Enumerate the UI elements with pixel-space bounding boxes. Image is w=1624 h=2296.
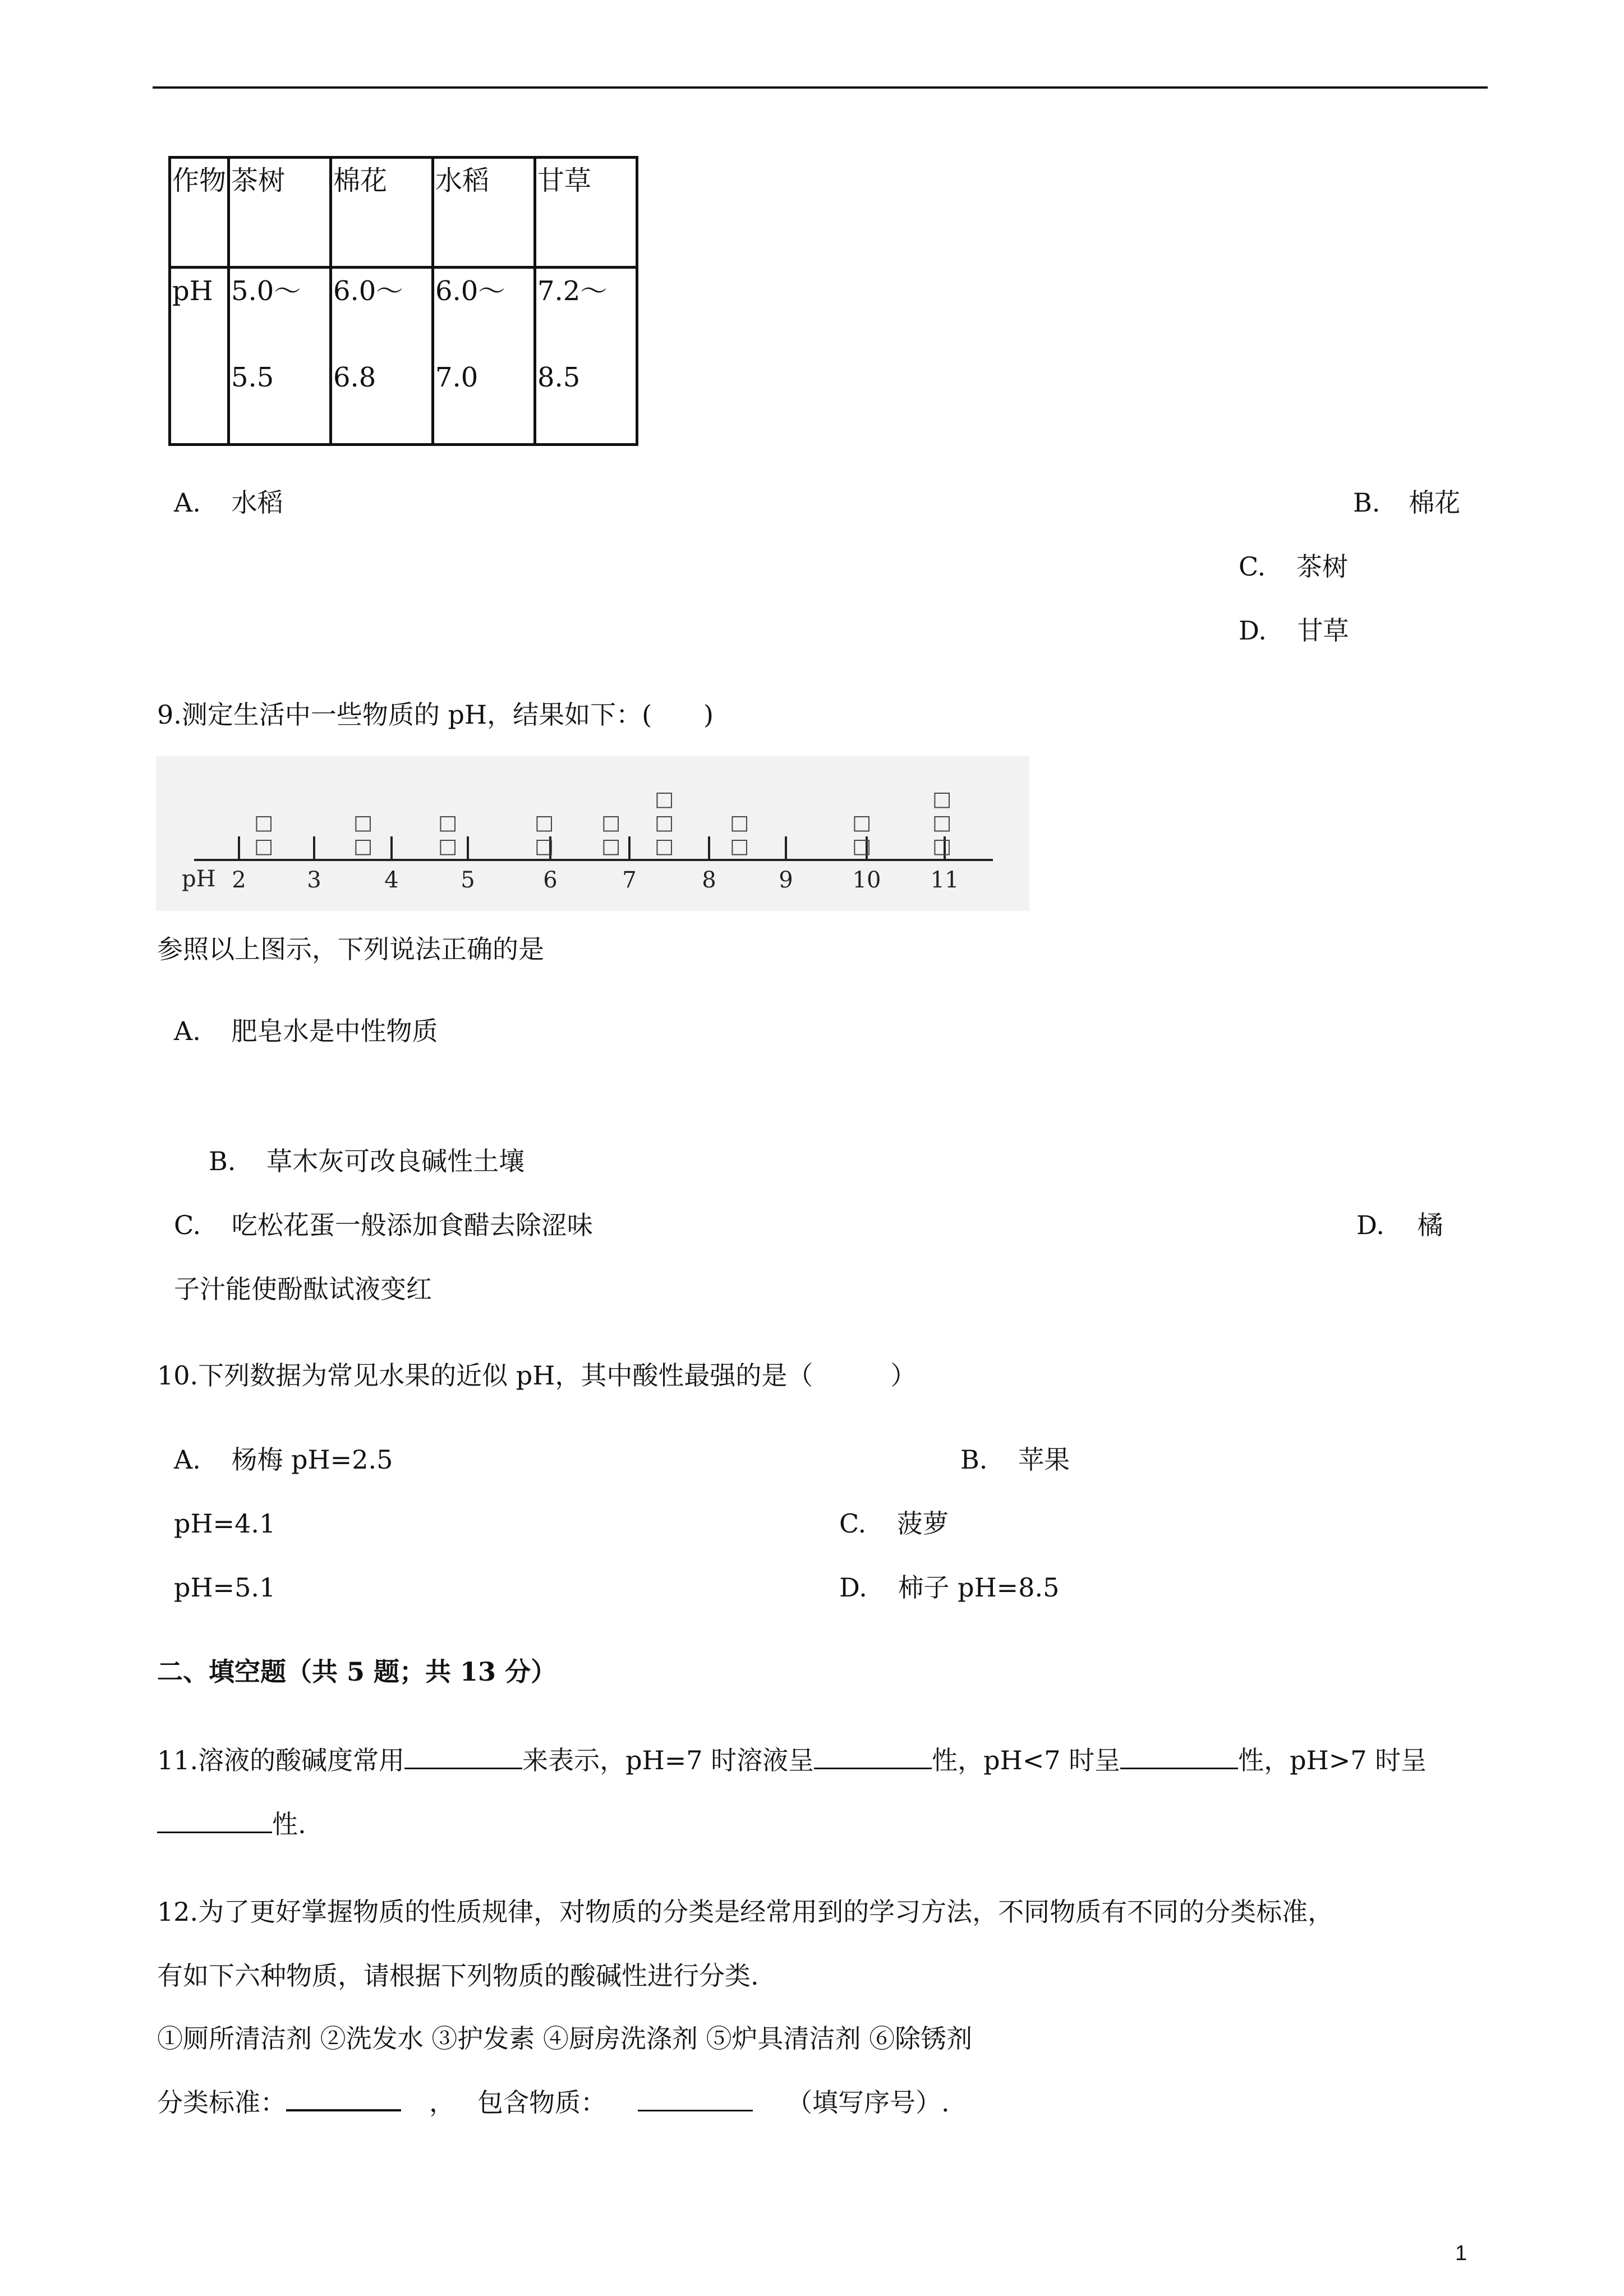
table-row [170, 268, 637, 445]
option-letter: B. [209, 1146, 236, 1176]
table-cell: 作物 [170, 158, 229, 268]
answer-blank[interactable] [157, 1832, 272, 1833]
answer-blank[interactable] [814, 1768, 932, 1769]
option-letter: A. [174, 1444, 201, 1475]
ph-marker-glyph: □ [729, 835, 749, 858]
ph-tick-label: 11 [930, 867, 959, 893]
q10-option-c[interactable] [839, 1508, 949, 1539]
ph-from: 6.0～ [435, 275, 505, 307]
separator: ， [429, 2087, 455, 2118]
ph-marker-glyph: □ [534, 835, 554, 858]
q9-option-d[interactable] [1356, 1209, 1443, 1241]
ph-marker-glyph: □ [932, 835, 952, 858]
ph-marker-glyph: □ [254, 811, 274, 834]
table-cell [331, 268, 433, 445]
ph-marker-glyph: □ [601, 811, 621, 834]
table-cell: 茶树 [229, 158, 331, 268]
ph-tick-label: 5 [461, 867, 475, 893]
section-title: 二、填空题（共 5 题；共 13 分） [157, 1657, 557, 1687]
option-letter: C. [1239, 551, 1266, 582]
answer-blank[interactable] [286, 2109, 401, 2111]
ph-tick-label: 2 [232, 867, 246, 893]
ph-marker-glyph: □ [729, 811, 749, 834]
option-text: 苹果 [1018, 1444, 1070, 1475]
ph-marker-glyph: □ [852, 811, 872, 834]
ph-from: 6.0～ [333, 275, 403, 307]
option-text: 棉花 [1409, 487, 1461, 518]
crop-ph-table [168, 156, 638, 446]
table-cell [170, 268, 229, 445]
table-cell: 棉花 [331, 158, 433, 268]
instruction-text: （填写序号）. [786, 2087, 950, 2118]
option-text: 杨梅 pH=2.5 [231, 1444, 393, 1475]
option-letter: C. [839, 1508, 867, 1539]
option-letter: C. [174, 1210, 201, 1240]
axis-label-ph: pH [182, 866, 216, 892]
ph-marker-glyph: □ [654, 835, 674, 858]
ph-to: 5.5 [231, 362, 274, 393]
option-text: 茶树 [1296, 551, 1348, 582]
q9-option-b[interactable] [209, 1145, 525, 1177]
option-letter: D. [1356, 1210, 1384, 1240]
q11-text: 11.溶液的酸碱度常用 [157, 1745, 405, 1775]
ph-marker-glyph: □ [601, 835, 621, 858]
question-11-line2 [157, 1809, 306, 1840]
q10-option-c-ph: pH=5.1 [174, 1572, 276, 1603]
question-11-line1 [157, 1745, 1427, 1776]
ph-to: 7.0 [435, 362, 479, 393]
ph-tick-label: 10 [852, 867, 881, 893]
q11-text: 来表示，pH=7 时溶液呈 [522, 1745, 815, 1775]
ph-marker-glyph: □ [353, 811, 373, 834]
q10-option-d[interactable] [839, 1572, 1059, 1603]
table-header-row [170, 158, 637, 268]
q9-option-c[interactable] [174, 1209, 593, 1241]
answer-blank[interactable] [1120, 1768, 1238, 1769]
option-c[interactable] [1239, 551, 1348, 582]
page-number: 1 [1455, 2242, 1467, 2265]
option-letter: B. [1353, 487, 1381, 518]
option-letter: A. [174, 487, 201, 518]
q11-text: 性，pH<7 时呈 [932, 1745, 1121, 1775]
label-standard: 分类标准： [157, 2087, 286, 2118]
ph-marker-glyph: □ [932, 811, 952, 834]
option-b[interactable] [1353, 487, 1460, 518]
header-rule [153, 86, 1488, 89]
ph-tick-label: 6 [543, 867, 558, 893]
option-letter: B. [960, 1444, 988, 1475]
table-cell [229, 268, 331, 445]
ph-marker-glyph: □ [932, 788, 952, 811]
question-12-substances: ①厕所清洁剂 ②洗发水 ③护发素 ④厨房洗涤剂 ⑤炉具清洁剂 ⑥除锈剂 [157, 2023, 973, 2054]
ph-marker-glyph: □ [353, 835, 373, 858]
question-12-line2: 有如下六种物质，请根据下列物质的酸碱性进行分类. [157, 1961, 759, 1991]
ph-marker-glyph: □ [438, 811, 458, 834]
ph-marker-glyph: □ [654, 811, 674, 834]
question-12-answer-line [157, 2087, 950, 2118]
label-contains: 包含物质： [477, 2087, 606, 2118]
option-letter: A. [174, 1016, 201, 1046]
option-text: 橘 [1417, 1210, 1443, 1240]
question-12-line1: 12.为了更好掌握物质的性质规律，对物质的分类是经常用到的学习方法，不同物质有不同的分类标准， [157, 1897, 1334, 1927]
ph-tick-label: 4 [384, 867, 399, 893]
question-10-stem: 10.下列数据为常见水果的近似 pH，其中酸性最强的是（ ） [157, 1360, 917, 1391]
option-text: 草木灰可改良碱性土壤 [266, 1146, 525, 1176]
q9-option-d-continued: 子汁能使酚酞试液变红 [174, 1274, 432, 1304]
option-text: 甘草 [1297, 615, 1349, 646]
ph-to: 8.5 [537, 362, 581, 393]
option-d[interactable] [1239, 615, 1349, 646]
row-label: pH [172, 275, 213, 307]
answer-blank[interactable] [404, 1768, 522, 1769]
option-text: 吃松花蛋一般添加食醋去除涩味 [231, 1210, 593, 1240]
option-a[interactable] [174, 487, 283, 518]
ph-markers [254, 788, 951, 858]
ph-from: 5.0～ [231, 275, 301, 307]
table-cell [433, 268, 535, 445]
option-text: 肥皂水是中性物质 [231, 1016, 438, 1046]
ph-marker-glyph: □ [852, 835, 872, 858]
table-cell: 水稻 [433, 158, 535, 268]
ph-scale-svg [156, 756, 1029, 911]
option-letter: D. [839, 1572, 867, 1603]
ph-to: 6.8 [333, 362, 376, 393]
option-letter: D. [1239, 615, 1267, 646]
table-cell [535, 268, 637, 445]
option-text: 柿子 pH=8.5 [898, 1572, 1060, 1603]
ph-tick-label: 3 [307, 867, 321, 893]
q9-option-a[interactable] [174, 1015, 438, 1047]
ph-marker-glyph: □ [534, 811, 554, 834]
ph-tick-label: 8 [702, 867, 716, 893]
table-cell: 甘草 [535, 158, 637, 268]
q11-text: 性. [272, 1809, 306, 1839]
question-9-stem: 9.测定生活中一些物质的 pH，结果如下：( ) [157, 700, 714, 730]
ph-scale-figure [156, 756, 1029, 911]
option-text: 菠萝 [896, 1508, 949, 1539]
ph-marker-glyph: □ [654, 788, 674, 811]
ph-marker-glyph: □ [254, 835, 274, 858]
q11-text: 性，pH>7 时呈 [1238, 1745, 1427, 1775]
q10-option-a[interactable] [174, 1444, 393, 1475]
ph-tick-label: 9 [779, 867, 793, 893]
ph-tick-label: 7 [622, 867, 637, 893]
ph-from: 7.2～ [537, 275, 608, 307]
q10-option-b[interactable] [960, 1444, 1070, 1475]
answer-blank[interactable] [638, 2110, 753, 2111]
ph-marker-glyph: □ [438, 835, 458, 858]
question-9-followup: 参照以上图示，下列说法正确的是 [157, 934, 544, 964]
ph-ticks [232, 836, 959, 893]
q10-option-b-ph: pH=4.1 [174, 1508, 276, 1539]
option-text: 水稻 [231, 487, 283, 518]
